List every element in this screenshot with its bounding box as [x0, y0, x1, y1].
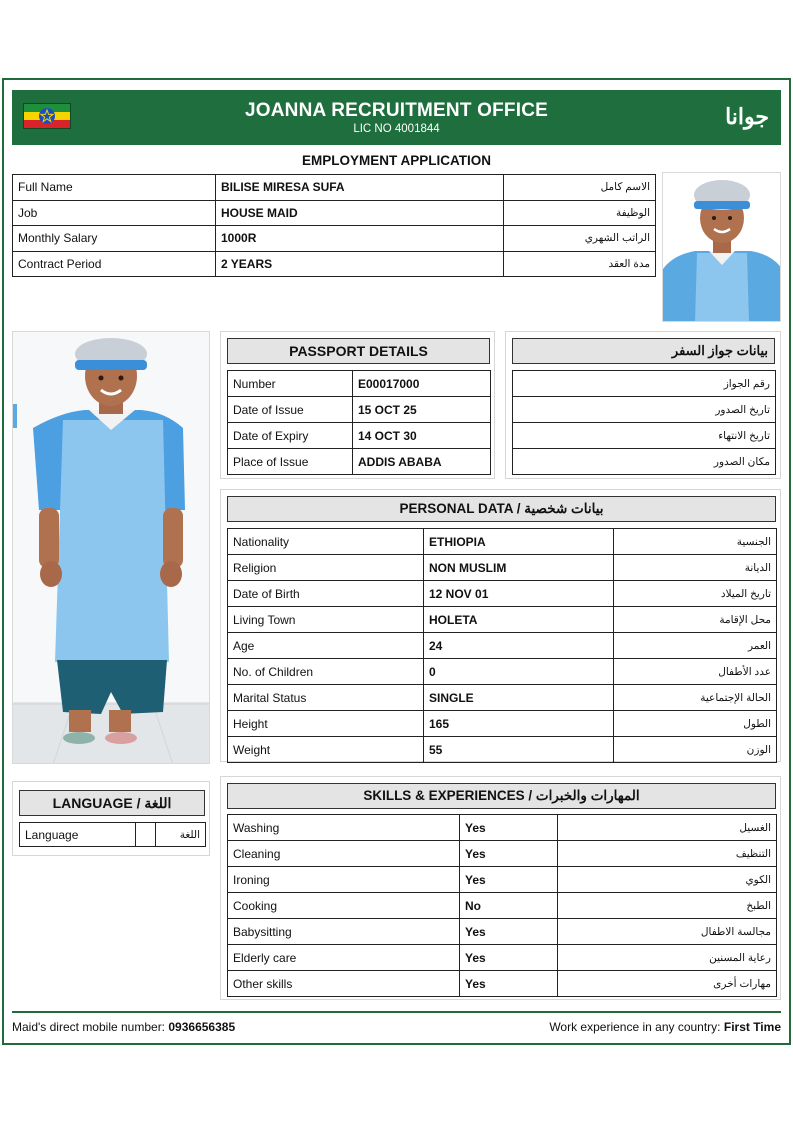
row-label-arabic: الحالة الإجتماعية — [614, 685, 777, 711]
skills-title: SKILLS & EXPERIENCES / المهارات والخبرات — [227, 783, 776, 809]
table-row — [228, 841, 777, 867]
mobile-number-line — [12, 1020, 235, 1034]
personal-data-section — [220, 489, 781, 762]
row-label-arabic: الاسم كامل — [504, 175, 656, 201]
row-label-arabic: محل الإقامة — [614, 607, 777, 633]
row-label: Contract Period — [13, 251, 216, 277]
skills-table — [227, 814, 777, 997]
table-row — [513, 371, 776, 397]
row-label-arabic: مهارات أخرى — [558, 971, 777, 997]
table-row — [228, 581, 777, 607]
row-label-arabic: مجالسة الاطفال — [558, 919, 777, 945]
row-value: HOLETA — [424, 607, 614, 633]
license-number: LIC NO 4001844 — [353, 123, 440, 135]
row-value: No — [460, 893, 558, 919]
row-label: Monthly Salary — [13, 226, 216, 252]
row-label-arabic: مكان الصدور — [513, 449, 776, 475]
table-row — [228, 945, 777, 971]
row-value: E00017000 — [353, 371, 491, 397]
personal-data-title: PERSONAL DATA / بيانات شخصية — [227, 496, 776, 522]
table-row — [13, 175, 656, 201]
row-label-arabic: التنظيف — [558, 841, 777, 867]
row-value: 55 — [424, 737, 614, 763]
row-label: Babysitting — [228, 919, 460, 945]
row-value: 15 OCT 25 — [353, 397, 491, 423]
row-label: Cleaning — [228, 841, 460, 867]
row-label-arabic: تاريخ الميلاد — [614, 581, 777, 607]
row-label: Other skills — [228, 971, 460, 997]
table-row — [13, 200, 656, 226]
applicant-portrait — [662, 172, 781, 322]
table-row — [228, 815, 777, 841]
row-label-arabic: الجنسية — [614, 529, 777, 555]
row-label: Religion — [228, 555, 424, 581]
skills-section — [220, 776, 781, 1000]
row-label: Date of Birth — [228, 581, 424, 607]
passport-title-arabic: بيانات جواز السفر — [512, 338, 775, 364]
row-label-arabic: الراتب الشهري — [504, 226, 656, 252]
row-value: BILISE MIRESA SUFA — [216, 175, 504, 201]
row-value: HOUSE MAID — [216, 200, 504, 226]
row-label-arabic: الوزن — [614, 737, 777, 763]
experience-line — [549, 1020, 781, 1034]
row-label: Full Name — [13, 175, 216, 201]
row-value — [136, 823, 156, 847]
row-value: SINGLE — [424, 685, 614, 711]
row-label: Ironing — [228, 867, 460, 893]
table-row — [13, 251, 656, 277]
row-label-arabic: تاريخ الصدور — [513, 397, 776, 423]
row-label-arabic: الديانة — [614, 555, 777, 581]
table-row — [228, 685, 777, 711]
language-title: LANGUAGE / اللغة — [19, 790, 205, 816]
row-label-arabic: الطول — [614, 711, 777, 737]
table-row — [228, 711, 777, 737]
row-label-arabic: رعاية المسنين — [558, 945, 777, 971]
language-table — [19, 822, 206, 847]
page-title: EMPLOYMENT APPLICATION — [302, 153, 491, 168]
table-row — [228, 737, 777, 763]
applicant-full-photo — [12, 331, 210, 764]
row-label-arabic: مدة العقد — [504, 251, 656, 277]
row-label: Job — [13, 200, 216, 226]
table-row — [20, 823, 206, 847]
row-value: 0 — [424, 659, 614, 685]
table-row — [228, 397, 491, 423]
row-label: Living Town — [228, 607, 424, 633]
row-value: Yes — [460, 919, 558, 945]
table-row — [513, 397, 776, 423]
experience-value: First Time — [723, 1020, 781, 1034]
table-row — [228, 449, 491, 475]
row-label-arabic: الوظيفة — [504, 200, 656, 226]
table-row — [228, 529, 777, 555]
row-label: Height — [228, 711, 424, 737]
row-value: 12 NOV 01 — [424, 581, 614, 607]
table-row — [228, 867, 777, 893]
passport-section — [220, 331, 495, 479]
row-label: Washing — [228, 815, 460, 841]
row-label: Weight — [228, 737, 424, 763]
table-row — [228, 607, 777, 633]
row-label-arabic: الغسيل — [558, 815, 777, 841]
row-value: 1000R — [216, 226, 504, 252]
row-value: 165 — [424, 711, 614, 737]
personal-data-table — [227, 528, 777, 763]
row-value: 14 OCT 30 — [353, 423, 491, 449]
office-name: JOANNA RECRUITMENT OFFICE — [244, 100, 549, 121]
table-row — [13, 226, 656, 252]
row-label-arabic: الطبخ — [558, 893, 777, 919]
language-section — [12, 781, 210, 856]
row-label: Date of Issue — [228, 397, 353, 423]
row-label: Elderly care — [228, 945, 460, 971]
row-label-arabic: رقم الجواز — [513, 371, 776, 397]
row-value: Yes — [460, 945, 558, 971]
table-row — [228, 371, 491, 397]
row-label: Cooking — [228, 893, 460, 919]
experience-label: Work experience in any country: — [549, 1020, 721, 1034]
row-label: Nationality — [228, 529, 424, 555]
row-label: Marital Status — [228, 685, 424, 711]
table-row — [228, 423, 491, 449]
row-label-arabic: الكوي — [558, 867, 777, 893]
row-value: Yes — [460, 971, 558, 997]
mobile-label: Maid's direct mobile number: — [12, 1020, 166, 1034]
passport-section-arabic — [505, 331, 781, 479]
row-label: No. of Children — [228, 659, 424, 685]
table-row — [228, 659, 777, 685]
table-row — [228, 633, 777, 659]
row-value: ADDIS ABABA — [353, 449, 491, 475]
table-row — [513, 449, 776, 475]
row-value: Yes — [460, 867, 558, 893]
row-value: Yes — [460, 841, 558, 867]
table-row — [228, 893, 777, 919]
header-banner — [12, 90, 781, 145]
main-info-table — [12, 174, 656, 277]
row-value: ETHIOPIA — [424, 529, 614, 555]
passport-title: PASSPORT DETAILS — [227, 338, 490, 364]
footer-divider — [12, 1011, 781, 1013]
row-value: NON MUSLIM — [424, 555, 614, 581]
row-value: 24 — [424, 633, 614, 659]
row-label-arabic: تاريخ الانتهاء — [513, 423, 776, 449]
row-label: Number — [228, 371, 353, 397]
office-name-arabic: جوانا — [725, 104, 769, 129]
mobile-value: 0936656385 — [168, 1020, 236, 1034]
table-row — [228, 919, 777, 945]
table-row — [228, 555, 777, 581]
row-value: 2 YEARS — [216, 251, 504, 277]
table-row — [228, 971, 777, 997]
row-label-arabic: اللغة — [156, 823, 206, 847]
passport-table — [227, 370, 491, 475]
row-label-arabic: عدد الأطفال — [614, 659, 777, 685]
row-label: Language — [20, 823, 136, 847]
row-label: Date of Expiry — [228, 423, 353, 449]
table-row — [513, 423, 776, 449]
row-label: Age — [228, 633, 424, 659]
row-value: Yes — [460, 815, 558, 841]
row-label-arabic: العمر — [614, 633, 777, 659]
row-label: Place of Issue — [228, 449, 353, 475]
passport-table-arabic — [512, 370, 776, 475]
